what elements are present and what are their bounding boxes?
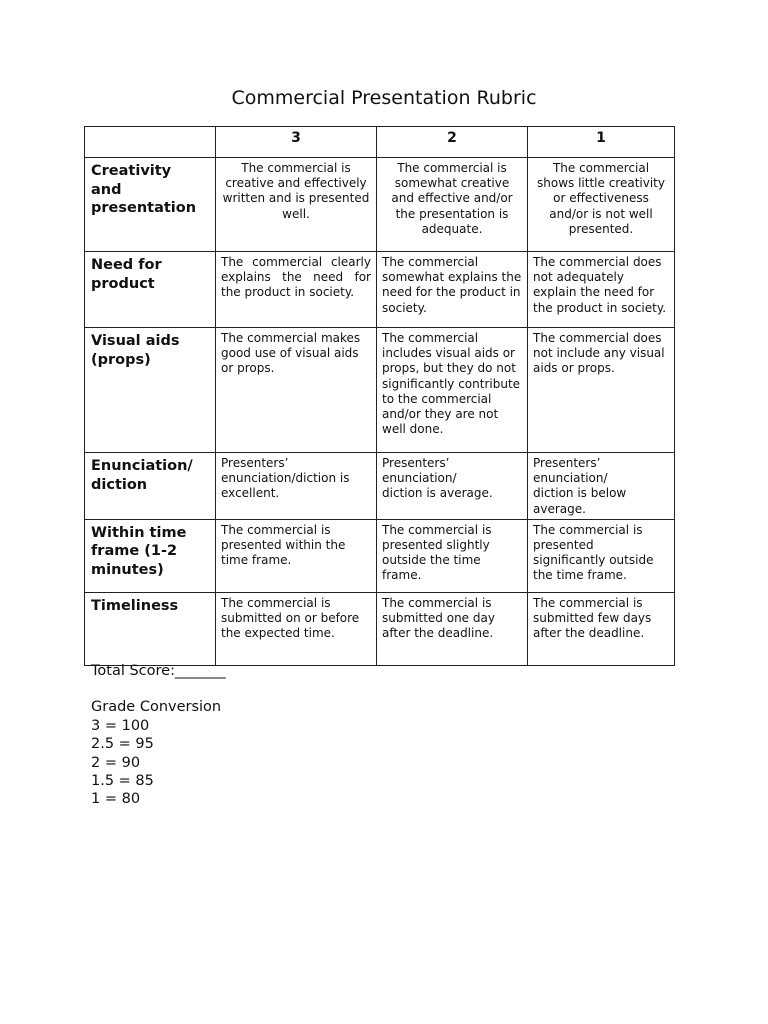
score-1-cell: Presenters’ enunciation/ diction is below average.: [528, 453, 675, 520]
score-1-cell: The commercial does not adequately explain the need for the product in society.: [528, 252, 675, 328]
criterion-cell: Within time frame (1-2 minutes): [85, 519, 216, 592]
criterion-cell: Timeliness: [85, 592, 216, 665]
criterion-cell: Enunciation/ diction: [85, 453, 216, 520]
grade-conversion-title: Grade Conversion: [91, 699, 222, 716]
table-row: [85, 592, 675, 665]
score-1-cell: The commercial does not include any visual aids or props.: [528, 328, 675, 453]
score-3-cell: The commercial is creative and effectively written and is presented well.: [216, 158, 377, 252]
score-3-cell: Presenters’ enunciation/diction is excellent.: [216, 453, 377, 520]
grade-conversion-item: 1 = 80: [91, 791, 141, 808]
header-cell-criteria: [85, 127, 216, 158]
score-2-cell: The commercial somewhat explains the need for the product in society.: [377, 252, 528, 328]
grade-conversion-item: 1.5 = 85: [91, 773, 154, 790]
score-1-cell: The commercial is submitted few days after the deadline.: [528, 592, 675, 665]
score-1-cell: The commercial shows little creativity or effectiveness and/or is not well presented.: [528, 158, 675, 252]
header-cell-score-3: 3: [216, 127, 377, 158]
table-row: [85, 252, 675, 328]
grade-conversion-item: 2 = 90: [91, 754, 141, 771]
score-3-cell: The commercial is submitted on or before the expected time.: [216, 592, 377, 665]
score-3-cell: The commercial clearly explains the need for the product in society.: [216, 252, 377, 328]
score-2-cell: The commercial is submitted one day after the deadline.: [377, 592, 528, 665]
criterion-cell: Need for product: [85, 252, 216, 328]
rubric-table: [84, 126, 675, 666]
header-row: [85, 127, 675, 158]
table-row: [85, 519, 675, 592]
criterion-cell: Visual aids (props): [85, 328, 216, 453]
criterion-cell: Creativity and presentation: [85, 158, 216, 252]
score-3-cell: The commercial makes good use of visual aids or props.: [216, 328, 377, 453]
score-2-cell: Presenters’ enunciation/ diction is average.: [377, 453, 528, 520]
header-cell-score-2: 2: [377, 127, 528, 158]
header-cell-score-1: 1: [528, 127, 675, 158]
table-row: [85, 158, 675, 252]
grade-conversion-item: 2.5 = 95: [91, 736, 154, 753]
score-2-cell: The commercial is somewhat creative and effective and/or the presentation is adequate.: [377, 158, 528, 252]
grading-footer: [91, 662, 226, 809]
grade-conversion-item: 3 = 100: [91, 717, 150, 734]
total-score-line: Total Score:_______: [91, 663, 226, 679]
score-2-cell: The commercial is presented slightly outside the time frame.: [377, 519, 528, 592]
table-row: [85, 453, 675, 520]
score-1-cell: The commercial is presented significantly outside the time frame.: [528, 519, 675, 592]
table-row: [85, 328, 675, 453]
score-2-cell: The commercial includes visual aids or props, but they do not significantly contribute to the commercial and/or they are not well done.: [377, 328, 528, 453]
document-title: Commercial Presentation Rubric: [231, 87, 537, 109]
score-3-cell: The commercial is presented within the time frame.: [216, 519, 377, 592]
